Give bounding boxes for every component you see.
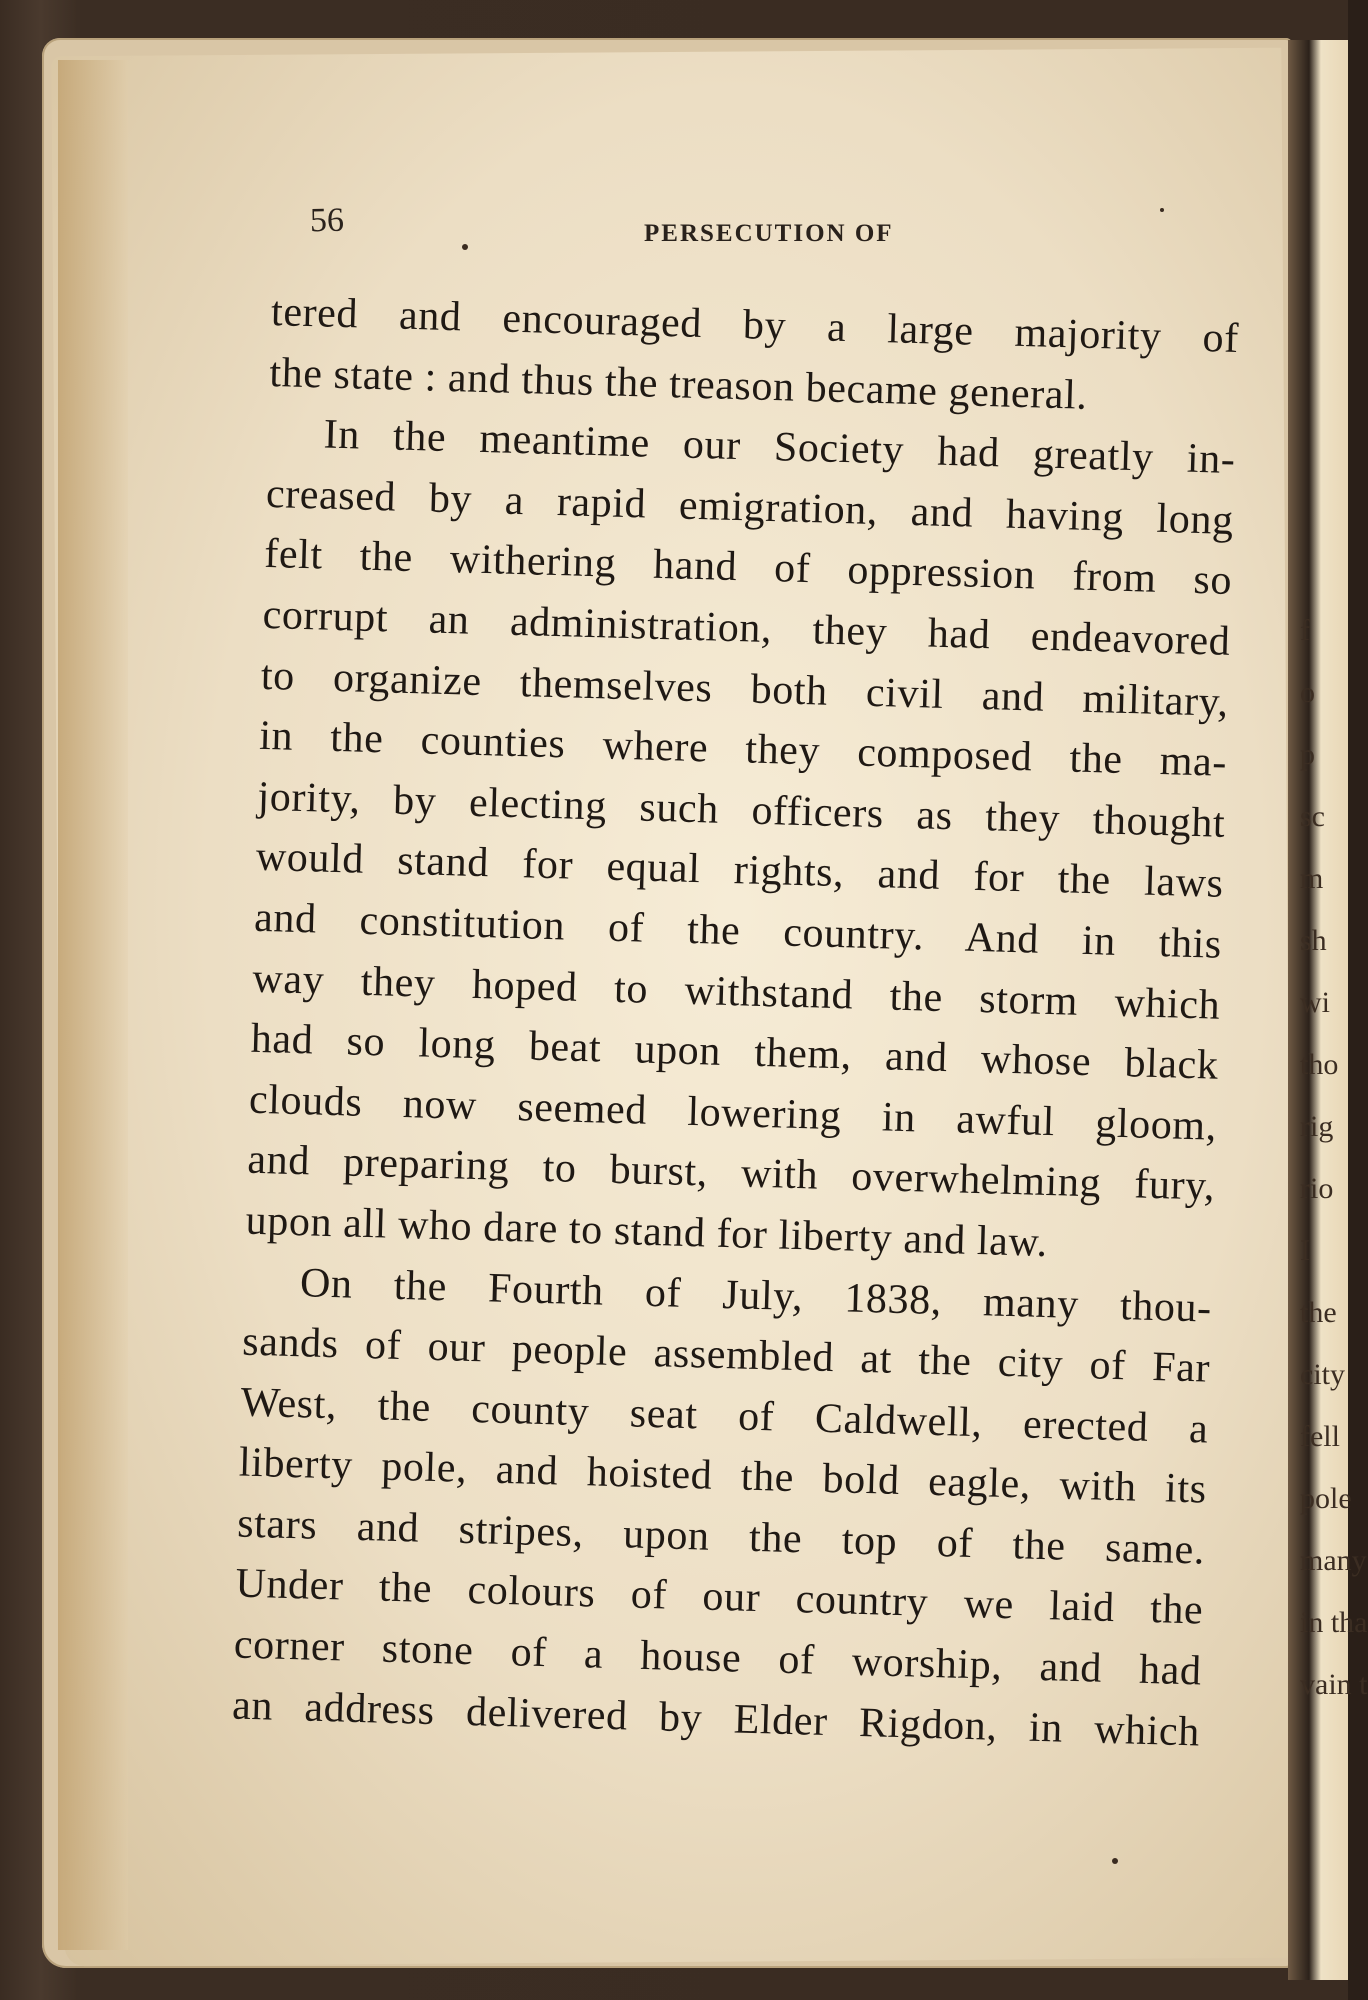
text-line: corrupt an administration, they had endeavored [262, 591, 1231, 665]
facing-page-line: rig [1300, 1110, 1334, 1143]
text-line: Under the colours of our country we laid the [234, 1560, 1204, 1634]
ink-speck [462, 244, 468, 250]
page-number: 56 [309, 201, 345, 240]
facing-page-line: wi [1300, 986, 1330, 1019]
text-line: creased by a rapid emigration, and having long [265, 470, 1235, 544]
text-line: felt the withering hand of oppression from so [263, 531, 1233, 605]
facing-page-line: city [1300, 1358, 1345, 1391]
facing-page-line: tho [1300, 1048, 1339, 1081]
facing-page-line: I [1300, 1234, 1310, 1267]
facing-page-line: rio [1300, 1172, 1334, 1205]
text-line: On the Fourth of July, 1838, many thou- [299, 1259, 1213, 1332]
ink-speck [1160, 208, 1164, 212]
facing-page-line: pole [1300, 1482, 1352, 1515]
page-edge [58, 60, 128, 1950]
text-line: In the meantime our Society had greatly in- [323, 411, 1237, 484]
text-line: West, the county seat of Caldwell, erected a [240, 1379, 1209, 1453]
text-line: would stand for equal rights, and for the laws [255, 834, 1225, 908]
facing-page-line: o [1300, 676, 1315, 709]
text-line: clouds now seemed lowering in awful gloom, [248, 1076, 1218, 1150]
text-line: way they hoped to withstand the storm which [251, 955, 1221, 1029]
facing-page-line: fell [1300, 1420, 1340, 1453]
text-line: liberty pole, and hoisted the bold eagle, with its [238, 1439, 1208, 1513]
text-line: in the counties where they composed the ma- [258, 712, 1228, 786]
facing-page-fragment [1300, 600, 1368, 1800]
facing-page-line: m [1300, 862, 1324, 895]
facing-page-line: vain t [1300, 1668, 1368, 1701]
text-line: to organize themselves both civil and military, [260, 652, 1230, 726]
running-head: PERSECUTION OF [644, 220, 894, 247]
text-line: corner stone of a house of worship, and had [233, 1621, 1203, 1695]
text-line: upon all who dare to stand for liberty and law. [245, 1197, 1049, 1266]
text-line: tered and encouraged by a large majority of [270, 288, 1240, 363]
facing-page-line: sh [1300, 924, 1327, 957]
text-line: and constitution of the country. And in this [253, 894, 1223, 968]
text-line: and preparing to burst, with overwhelming fury, [246, 1136, 1216, 1210]
ink-speck [1112, 1858, 1118, 1864]
facing-page-line: sc [1300, 800, 1325, 833]
text-line: had so long beat upon them, and whose black [250, 1015, 1220, 1089]
facing-page-line: many [1300, 1544, 1367, 1577]
facing-page-line: p [1300, 738, 1315, 771]
facing-page-line: f [1300, 614, 1310, 647]
body-text [231, 282, 1239, 1763]
facing-page-line: the [1300, 1296, 1337, 1329]
text-line: the state : and thus the treason became general. [268, 349, 1089, 419]
text-line: sands of our people assembled at the city of Far [241, 1318, 1211, 1392]
text-line: stars and stripes, upon the top of the same. [236, 1500, 1206, 1574]
facing-page-line: in tha [1300, 1606, 1368, 1639]
text-line: an address delivered by Elder Rigdon, in which [231, 1682, 1201, 1756]
text-line: jority, by electing such officers as they thought [256, 773, 1226, 847]
